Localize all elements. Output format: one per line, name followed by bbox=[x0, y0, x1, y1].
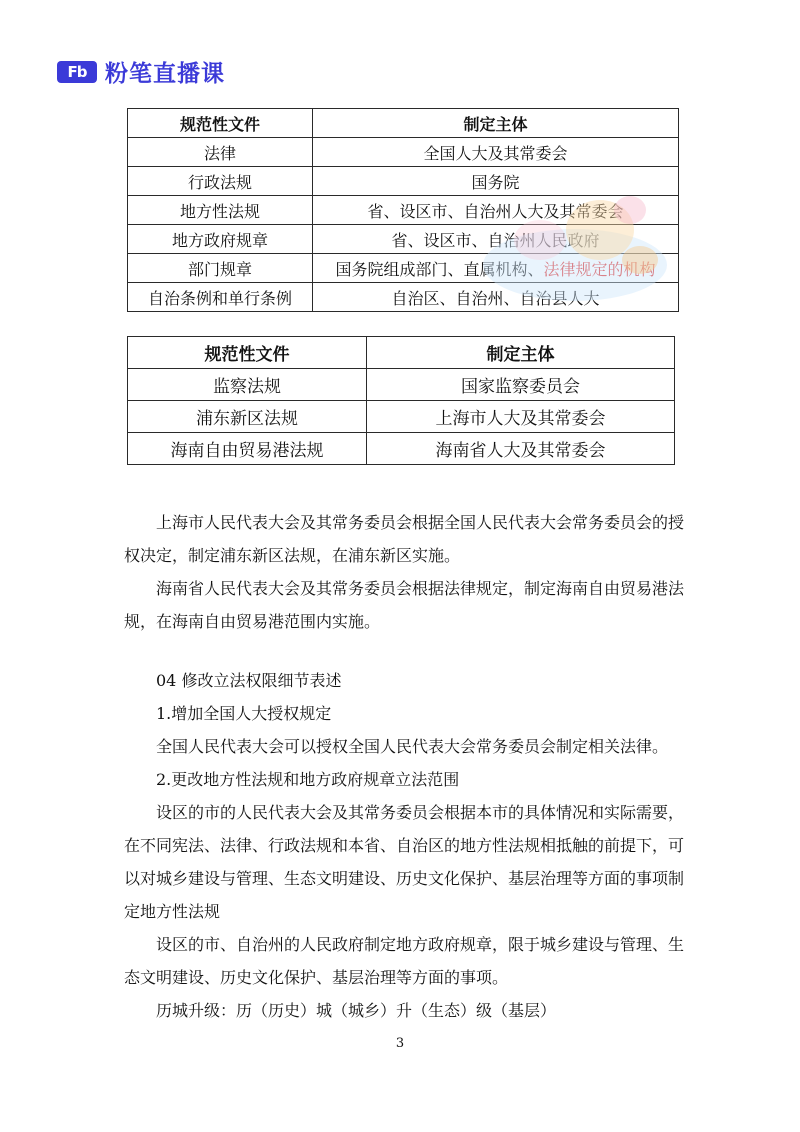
table-row bbox=[128, 369, 675, 401]
law-table-2 bbox=[127, 336, 675, 465]
authority-cell: 国务院 bbox=[313, 167, 679, 196]
item-2-body-2: 设区的市、自治州的人民政府制定地方政府规章，限于城乡建设与管理、生态文明建设、历史文化保护、基层治理等方面的事项。 bbox=[124, 935, 685, 987]
authority-cell: 省、设区市、自治州人民政府 bbox=[313, 225, 679, 254]
table-row bbox=[128, 254, 679, 283]
doc-type-cell: 部门规章 bbox=[128, 254, 313, 283]
page-number: 3 bbox=[395, 1036, 405, 1051]
body-text-top bbox=[124, 506, 684, 638]
authority-cell: 全国人大及其常委会 bbox=[313, 138, 679, 167]
table-header-row bbox=[128, 337, 675, 369]
authority-cell: 上海市人大及其常委会 bbox=[367, 401, 675, 433]
doc-type-cell: 自治条例和单行条例 bbox=[128, 283, 313, 312]
authority-cell: 自治区、自治州、自治县人大 bbox=[313, 283, 679, 312]
law-table-1 bbox=[127, 108, 679, 312]
logo-mark: Fb bbox=[57, 61, 97, 83]
table-row bbox=[128, 167, 679, 196]
item-1-title: 1.增加全国人大授权规定 bbox=[156, 704, 332, 723]
highlighted-authority: 法律规定的机构 bbox=[543, 259, 656, 279]
paragraph-hainan: 海南省人民代表大会及其常务委员会根据法律规定，制定海南自由贸易港法规，在海南自由贸易港范围内实施。 bbox=[124, 579, 685, 631]
doc-type-cell: 浦东新区法规 bbox=[128, 401, 367, 433]
table-row bbox=[128, 138, 679, 167]
item-2-title: 2.更改地方性法规和地方政府规章立法范围 bbox=[156, 770, 460, 789]
header-authority: 制定主体 bbox=[313, 109, 679, 138]
section-heading: 04 修改立法权限细节表述 bbox=[156, 671, 342, 690]
table-row bbox=[128, 196, 679, 225]
header-authority: 制定主体 bbox=[367, 337, 675, 369]
header-doc-type: 规范性文件 bbox=[128, 109, 313, 138]
authority-cell bbox=[313, 254, 679, 283]
doc-type-cell: 地方性法规 bbox=[128, 196, 313, 225]
doc-type-cell: 行政法规 bbox=[128, 167, 313, 196]
doc-type-cell: 海南自由贸易港法规 bbox=[128, 433, 367, 465]
brand-name: 粉笔直播课 bbox=[105, 61, 225, 87]
table-row bbox=[128, 225, 679, 254]
authority-text: 国务院组成部门、直属机构、 bbox=[335, 259, 544, 279]
authority-cell: 国家监察委员会 bbox=[367, 369, 675, 401]
paragraph-pudong: 上海市人民代表大会及其常务委员会根据全国人民代表大会常务委员会的授权决定，制定浦东新区法规，在浦东新区实施。 bbox=[124, 513, 685, 565]
header-doc-type: 规范性文件 bbox=[128, 337, 367, 369]
mnemonic: 历城升级：历（历史）城（城乡）升（生态）级（基层） bbox=[156, 1001, 557, 1020]
item-1-body: 全国人民代表大会可以授权全国人民代表大会常务委员会制定相关法律。 bbox=[156, 737, 669, 756]
table-header-row bbox=[128, 109, 679, 138]
doc-type-cell: 监察法规 bbox=[128, 369, 367, 401]
doc-type-cell: 地方政府规章 bbox=[128, 225, 313, 254]
table-row bbox=[128, 283, 679, 312]
body-text-section bbox=[124, 664, 684, 1027]
authority-cell: 省、设区市、自治州人大及其常委会 bbox=[313, 196, 679, 225]
authority-cell: 海南省人大及其常委会 bbox=[367, 433, 675, 465]
item-2-body-1: 设区的市的人民代表大会及其常务委员会根据本市的具体情况和实际需要，在不同宪法、法律、行政法规和本省、自治区的地方性法规相抵触的前提下，可以对城乡建设与管理、生态文明建设、历史文化保护、基层治理等方面的事项制定地方性法规 bbox=[124, 803, 685, 921]
table-row bbox=[128, 401, 675, 433]
table-row bbox=[128, 433, 675, 465]
brand-logo bbox=[57, 55, 225, 88]
doc-type-cell: 法律 bbox=[128, 138, 313, 167]
